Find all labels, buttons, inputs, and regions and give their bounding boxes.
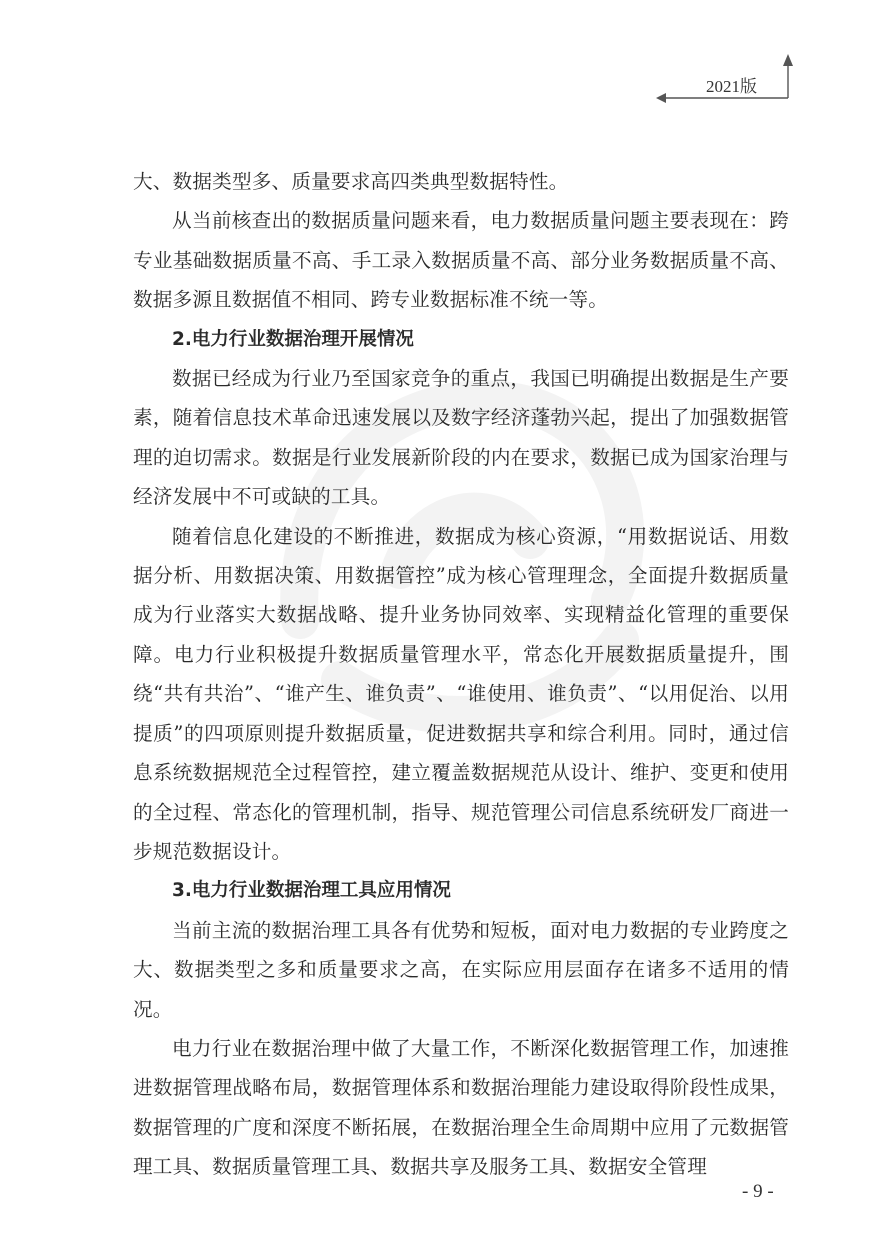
body-paragraph-5: 当前主流的数据治理工具各有优势和短板，面对电力数据的专业跨度之大、数据类型之多和质量要求之高，在实际应用层面存在诸多不适用的情况。 <box>133 918 789 1021</box>
body-paragraph-2: 从当前核查出的数据质量问题来看，电力数据质量问题主要表现在：跨专业基础数据质量不高、手工录入数据质量不高、部分业务数据质量不高、数据多源且数据值不相同、跨专业数据标准不统一等。 <box>133 209 789 312</box>
section-heading-3: 3.电力行业数据治理工具应用情况 <box>172 880 451 902</box>
edition-label: 2021版 <box>706 77 757 96</box>
body-paragraph-3: 数据已经成为行业乃至国家竞争的重点，我国已明确提出数据是生产要素，随着信息技术革命迅速发展以及数字经济蓬勃兴起，提出了加强数据管理的迫切需求。数据是行业发展新阶段的内在要求，数据已成为国家治理与经济发展中不可或缺的工具。 <box>133 367 789 509</box>
section-heading-2: 2.电力行业数据治理开展情况 <box>172 328 414 350</box>
header-frame <box>0 0 892 120</box>
page-number: - 9 - <box>742 1181 774 1202</box>
document-body <box>133 162 789 1187</box>
body-paragraph-4: 随着信息化建设的不断推进，数据成为核心资源，“用数据说话、用数据分析、用数据决策、用数据管控”成为核心管理理念，全面提升数据质量成为行业落实大数据战略、提升业务协同效率、实现精益化管理的重要保障。电力行业积极提升数据质量管理水平，常态化开展数据质量提升，围绕“共有共治”、“谁产生、谁负责”、“谁使用、谁负责”、“以用促治、以用提质”的四项原则提升数据质量，促进数据共享和综合利用。同时，通过信息系统数据规范全过程管控，建立覆盖数据规范从设计、维护、变更和使用的全过程、常态化的管理机制，指导、规范管理公司信息系统研发厂商进一步规范数据设计。 <box>133 524 789 863</box>
body-paragraph-1: 大、数据类型多、质量要求高四类典型数据特性。 <box>133 170 569 193</box>
body-paragraph-6: 电力行业在数据治理中做了大量工作，不断深化数据管理工作，加速推进数据管理战略布局，数据管理体系和数据治理能力建设取得阶段性成果，数据管理的广度和深度不断拓展，在数据治理全生命周期中应用了元数据管理工具、数据质量管理工具、数据共享及服务工具、数据安全管理 <box>133 1036 789 1179</box>
